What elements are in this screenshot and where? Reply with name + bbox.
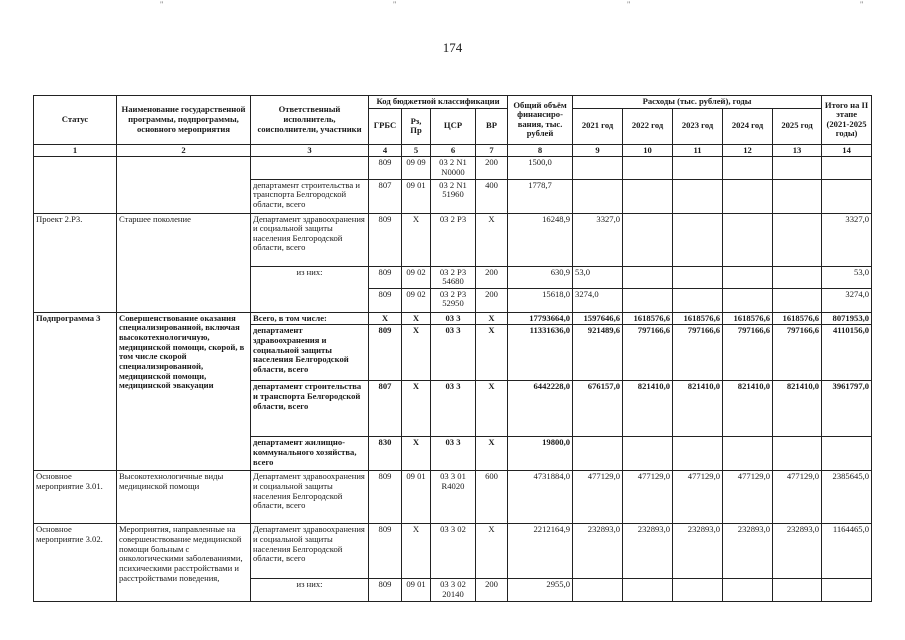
stage-total-cell <box>822 179 872 213</box>
col-index: 13 <box>773 144 822 157</box>
rzpr-cell: Х <box>402 524 431 579</box>
total-cell: 2212164,9 <box>508 524 573 579</box>
y2024-cell: 821410,0 <box>723 381 773 437</box>
y2021-cell: 477129,0 <box>573 471 623 524</box>
y2021-cell: 1597646,6 <box>573 312 623 325</box>
csr-cell: 03 3 <box>431 325 476 381</box>
total-cell: 630,9 <box>508 266 573 288</box>
header-rzpr: Рз, Пр <box>402 108 431 144</box>
header-expenses: Расходы (тыс. рублей), годы <box>573 96 822 109</box>
y2022-cell: 232893,0 <box>623 524 673 579</box>
grbs-cell: 807 <box>369 381 402 437</box>
y2021-cell: 53,0 <box>573 266 623 288</box>
y2025-cell: 232893,0 <box>773 524 822 579</box>
y2023-cell: 1618576,6 <box>673 312 723 325</box>
responsible-cell: Департамент здравоохранения и социальной защиты населения Белгородской области, всего <box>251 213 369 266</box>
y2025-cell <box>773 266 822 288</box>
header-2025: 2025 год <box>773 108 822 144</box>
y2023-cell <box>673 213 723 266</box>
y2024-cell <box>723 179 773 213</box>
y2022-cell: 821410,0 <box>623 381 673 437</box>
table-row <box>34 213 872 266</box>
grbs-cell: 809 <box>369 579 402 601</box>
stage-total-cell: 2385645,0 <box>822 471 872 524</box>
vr-cell: 600 <box>476 471 508 524</box>
total-cell: 1500,0 <box>508 157 573 179</box>
responsible-cell: из них: <box>251 579 369 601</box>
csr-cell: 03 3 <box>431 437 476 471</box>
stage-total-cell <box>822 437 872 471</box>
col-index: 1 <box>34 144 117 157</box>
responsible-cell: департамент строительства и транспорта Белгородской области, всего <box>251 381 369 437</box>
vr-cell: Х <box>476 325 508 381</box>
total-cell: 2955,0 <box>508 579 573 601</box>
vr-cell: 400 <box>476 179 508 213</box>
y2021-cell: 676157,0 <box>573 381 623 437</box>
vr-cell: Х <box>476 312 508 325</box>
y2022-cell <box>623 266 673 288</box>
y2025-cell <box>773 213 822 266</box>
rzpr-cell: Х <box>402 381 431 437</box>
scan-mark: " <box>160 0 164 9</box>
header-stage-total: Итого на II этапе (2021-2025 годы) <box>822 96 872 145</box>
total-cell: 6442228,0 <box>508 381 573 437</box>
y2023-cell: 477129,0 <box>673 471 723 524</box>
total-cell: 1778,7 <box>508 179 573 213</box>
y2025-cell: 477129,0 <box>773 471 822 524</box>
header-csr: ЦСР <box>431 108 476 144</box>
y2021-cell <box>573 437 623 471</box>
vr-cell: 200 <box>476 157 508 179</box>
y2022-cell: 797166,6 <box>623 325 673 381</box>
stage-total-cell: 3274,0 <box>822 288 872 312</box>
y2025-cell <box>773 437 822 471</box>
rzpr-cell: 09 02 <box>402 266 431 288</box>
rzpr-cell: Х <box>402 312 431 325</box>
y2022-cell <box>623 288 673 312</box>
stage-total-cell <box>822 579 872 601</box>
column-index-row <box>34 144 872 157</box>
vr-cell: 200 <box>476 288 508 312</box>
scan-mark: " <box>627 0 631 9</box>
grbs-cell: Х <box>369 312 402 325</box>
csr-cell: 03 2 N1 N0000 <box>431 157 476 179</box>
csr-cell: 03 3 <box>431 312 476 325</box>
y2023-cell <box>673 157 723 179</box>
y2023-cell <box>673 437 723 471</box>
col-index: 2 <box>117 144 251 157</box>
scan-mark: " <box>393 0 397 9</box>
header-total-volume: Общий объём финансиро-вания, тыс. рублей <box>508 96 573 145</box>
responsible-cell: Департамент здравоохранения и социальной защиты населения Белгородской области, всего <box>251 524 369 579</box>
y2025-cell: 1618576,6 <box>773 312 822 325</box>
responsible-cell: департамент строительства и транспорта Белгородской области, всего <box>251 179 369 213</box>
y2021-cell: 921489,6 <box>573 325 623 381</box>
responsible-cell: Департамент здравоохранения и социальной защиты населения Белгородской области, всего <box>251 471 369 524</box>
grbs-cell: 809 <box>369 524 402 579</box>
vr-cell: 200 <box>476 579 508 601</box>
page-number: 174 <box>442 40 463 55</box>
y2025-cell <box>773 288 822 312</box>
stage-total-cell: 53,0 <box>822 266 872 288</box>
y2025-cell: 797166,6 <box>773 325 822 381</box>
y2023-cell <box>673 179 723 213</box>
col-index: 7 <box>476 144 508 157</box>
csr-cell: 03 2 Р3 <box>431 213 476 266</box>
table-row <box>34 312 872 325</box>
y2024-cell: 477129,0 <box>723 471 773 524</box>
vr-cell: 200 <box>476 266 508 288</box>
budget-table <box>33 95 872 602</box>
status-cell <box>34 157 117 213</box>
rzpr-cell: 09 09 <box>402 157 431 179</box>
total-cell: 19800,0 <box>508 437 573 471</box>
grbs-cell: 809 <box>369 325 402 381</box>
y2022-cell: 1618576,6 <box>623 312 673 325</box>
stage-total-cell: 1164465,0 <box>822 524 872 579</box>
y2021-cell <box>573 579 623 601</box>
y2025-cell <box>773 579 822 601</box>
y2022-cell <box>623 579 673 601</box>
y2021-cell <box>573 157 623 179</box>
status-cell: Основное мероприятие 3.01. <box>34 471 117 524</box>
y2024-cell: 1618576,6 <box>723 312 773 325</box>
y2024-cell <box>723 266 773 288</box>
responsible-cell: Всего, в том числе: <box>251 312 369 325</box>
grbs-cell: 809 <box>369 157 402 179</box>
col-index: 12 <box>723 144 773 157</box>
table-row <box>34 157 872 179</box>
name-cell <box>117 157 251 213</box>
vr-cell: Х <box>476 524 508 579</box>
y2023-cell: 821410,0 <box>673 381 723 437</box>
y2025-cell: 821410,0 <box>773 381 822 437</box>
grbs-cell: 809 <box>369 471 402 524</box>
col-index: 6 <box>431 144 476 157</box>
y2024-cell <box>723 579 773 601</box>
rzpr-cell: Х <box>402 325 431 381</box>
responsible-cell: из них: <box>251 266 369 288</box>
y2023-cell: 232893,0 <box>673 524 723 579</box>
rzpr-cell: Х <box>402 213 431 266</box>
header-2021: 2021 год <box>573 108 623 144</box>
scan-mark: " <box>860 0 864 9</box>
col-index: 9 <box>573 144 623 157</box>
csr-cell: 03 3 02 20140 <box>431 579 476 601</box>
header-2024: 2024 год <box>723 108 773 144</box>
y2022-cell <box>623 157 673 179</box>
header-status: Статус <box>34 96 117 145</box>
header-name: Наименование государственной программы, подпрограммы, основного мероприятия <box>117 96 251 145</box>
col-index: 10 <box>623 144 673 157</box>
scan-top-marks <box>0 0 905 10</box>
total-cell: 11331636,0 <box>508 325 573 381</box>
y2022-cell <box>623 179 673 213</box>
vr-cell: Х <box>476 381 508 437</box>
responsible-cell <box>251 288 369 312</box>
header-2023: 2023 год <box>673 108 723 144</box>
name-cell: Мероприятия, направленные на совершенствование медицинской помощи больным с онкологическими заболеваниями, психическими расстройствами и расстройствами поведения, <box>117 524 251 601</box>
y2021-cell: 232893,0 <box>573 524 623 579</box>
header-2022: 2022 год <box>623 108 673 144</box>
status-cell: Подпрограмма 3 <box>34 312 117 471</box>
responsible-cell: департамент жилищно-коммунального хозяйства, всего <box>251 437 369 471</box>
rzpr-cell: 09 01 <box>402 579 431 601</box>
stage-total-cell: 3961797,0 <box>822 381 872 437</box>
y2024-cell: 797166,6 <box>723 325 773 381</box>
y2023-cell <box>673 288 723 312</box>
header-budget-code: Код бюджетной классификации <box>369 96 508 109</box>
grbs-cell: 807 <box>369 179 402 213</box>
table-row <box>34 471 872 524</box>
table-header <box>34 96 872 157</box>
vr-cell: Х <box>476 437 508 471</box>
total-cell: 17793664,0 <box>508 312 573 325</box>
csr-cell: 03 2 Р3 52950 <box>431 288 476 312</box>
y2024-cell <box>723 213 773 266</box>
stage-total-cell: 8071953,0 <box>822 312 872 325</box>
col-index: 11 <box>673 144 723 157</box>
grbs-cell: 809 <box>369 213 402 266</box>
status-cell: Проект 2.Р3. <box>34 213 117 312</box>
total-cell: 16248,9 <box>508 213 573 266</box>
vr-cell: Х <box>476 213 508 266</box>
table-row <box>34 524 872 579</box>
col-index: 4 <box>369 144 402 157</box>
rzpr-cell: Х <box>402 437 431 471</box>
rzpr-cell: 09 01 <box>402 471 431 524</box>
y2024-cell <box>723 437 773 471</box>
grbs-cell: 809 <box>369 266 402 288</box>
name-cell: Старшее поколение <box>117 213 251 312</box>
y2022-cell <box>623 437 673 471</box>
csr-cell: 03 2 Р3 54680 <box>431 266 476 288</box>
rzpr-cell: 09 02 <box>402 288 431 312</box>
y2025-cell <box>773 157 822 179</box>
y2022-cell <box>623 213 673 266</box>
y2023-cell <box>673 579 723 601</box>
rzpr-cell: 09 01 <box>402 179 431 213</box>
y2024-cell: 232893,0 <box>723 524 773 579</box>
col-index: 14 <box>822 144 872 157</box>
y2021-cell: 3274,0 <box>573 288 623 312</box>
status-cell: Основное мероприятие 3.02. <box>34 524 117 601</box>
header-vr: ВР <box>476 108 508 144</box>
name-cell: Совершенствование оказания специализированной, включая высокотехнологичную, медицинской помощи, скорой, в том числе скорой специализированной, медицинской помощи, медицинской эвакуации <box>117 312 251 471</box>
y2023-cell <box>673 266 723 288</box>
total-cell: 15618,0 <box>508 288 573 312</box>
stage-total-cell <box>822 157 872 179</box>
y2025-cell <box>773 179 822 213</box>
y2023-cell: 797166,6 <box>673 325 723 381</box>
y2024-cell <box>723 157 773 179</box>
stage-total-cell: 4110156,0 <box>822 325 872 381</box>
y2021-cell <box>573 179 623 213</box>
responsible-cell <box>251 157 369 179</box>
col-index: 5 <box>402 144 431 157</box>
csr-cell: 03 2 N1 51960 <box>431 179 476 213</box>
grbs-cell: 809 <box>369 288 402 312</box>
header-responsible: Ответственный исполнитель, соисполнители, участники <box>251 96 369 145</box>
responsible-cell: департамент здравоохранения и социальной защиты населения Белгородской области, всего <box>251 325 369 381</box>
col-index: 8 <box>508 144 573 157</box>
col-index: 3 <box>251 144 369 157</box>
y2024-cell <box>723 288 773 312</box>
stage-total-cell: 3327,0 <box>822 213 872 266</box>
header-grbs: ГРБС <box>369 108 402 144</box>
total-cell: 4731884,0 <box>508 471 573 524</box>
csr-cell: 03 3 02 <box>431 524 476 579</box>
y2021-cell: 3327,0 <box>573 213 623 266</box>
csr-cell: 03 3 01 R4020 <box>431 471 476 524</box>
csr-cell: 03 3 <box>431 381 476 437</box>
y2022-cell: 477129,0 <box>623 471 673 524</box>
name-cell: Высокотехнологичные виды медицинской помощи <box>117 471 251 524</box>
grbs-cell: 830 <box>369 437 402 471</box>
